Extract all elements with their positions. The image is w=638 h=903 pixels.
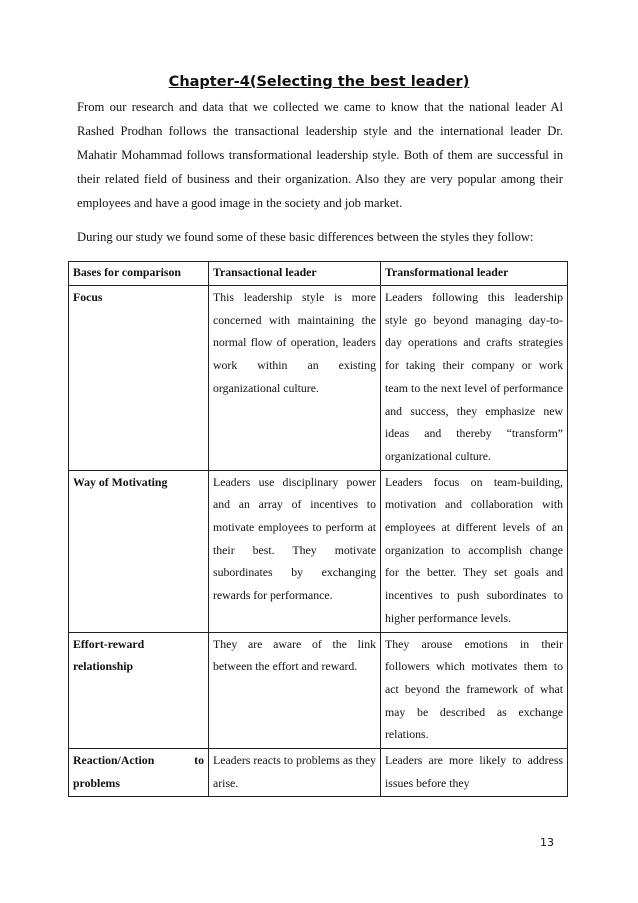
- page-number: 13: [540, 836, 554, 849]
- row-transformational: Leaders are more likely to address issues before they: [381, 749, 568, 797]
- comparison-table: [68, 261, 568, 797]
- table-row: [69, 749, 568, 797]
- row-transformational: They arouse emotions in their followers which motivates them to act beyond the framework of what may be described as exchange relations.: [381, 632, 568, 749]
- row-transactional: They are aware of the link between the effort and reward.: [209, 632, 381, 749]
- row-transactional: Leaders use disciplinary power and an array of incentives to motivate employees to perform at their best. They motivate subordinates by exchanging rewards for performance.: [209, 470, 381, 632]
- row-basis: Way of Motivating: [69, 470, 209, 632]
- intro-paragraph: From our research and data that we collected we came to know that the national leader Al Rashed Prodhan follows the transactional leadership style and the international leader Dr. Mahatir Mohammad follows transformational leadership style. Both of them are successful in their related field of business and their organization. Also they are very popular among their employees and have a good image in the society and job market.: [77, 100, 563, 210]
- row-basis: Effort-reward relationship: [69, 632, 209, 749]
- table-row: [69, 632, 568, 749]
- table-row: [69, 286, 568, 471]
- row-transactional: Leaders reacts to problems as they arise.: [209, 749, 381, 797]
- header-transformational: Transformational leader: [381, 262, 568, 286]
- row-transformational: Leaders focus on team-building, motivation and collaboration with employees at different levels of an organization to accomplish change for the better. They set goals and incentives to push subordinates to higher performance levels.: [381, 470, 568, 632]
- header-transactional: Transactional leader: [209, 262, 381, 286]
- table-row: [69, 470, 568, 632]
- table-header-row: [69, 262, 568, 286]
- header-bases: Bases for comparison: [69, 262, 209, 286]
- row-basis: Reaction/Action to problems: [69, 749, 209, 797]
- chapter-heading: Chapter-4(Selecting the best leader): [168, 74, 470, 90]
- row-basis: Focus: [69, 286, 209, 471]
- row-transformational: Leaders following this leadership style go beyond managing day-to-day operations and crafts strategies for taking their company or work team to the next level of performance and success, they emphasize new ideas and thereby “transform” organizational culture.: [381, 286, 568, 471]
- row-transactional: This leadership style is more concerned with maintaining the normal flow of operation, leaders work within an existing organizational culture.: [209, 286, 381, 471]
- study-paragraph: During our study we found some of these basic differences between the styles they follow:: [77, 230, 534, 244]
